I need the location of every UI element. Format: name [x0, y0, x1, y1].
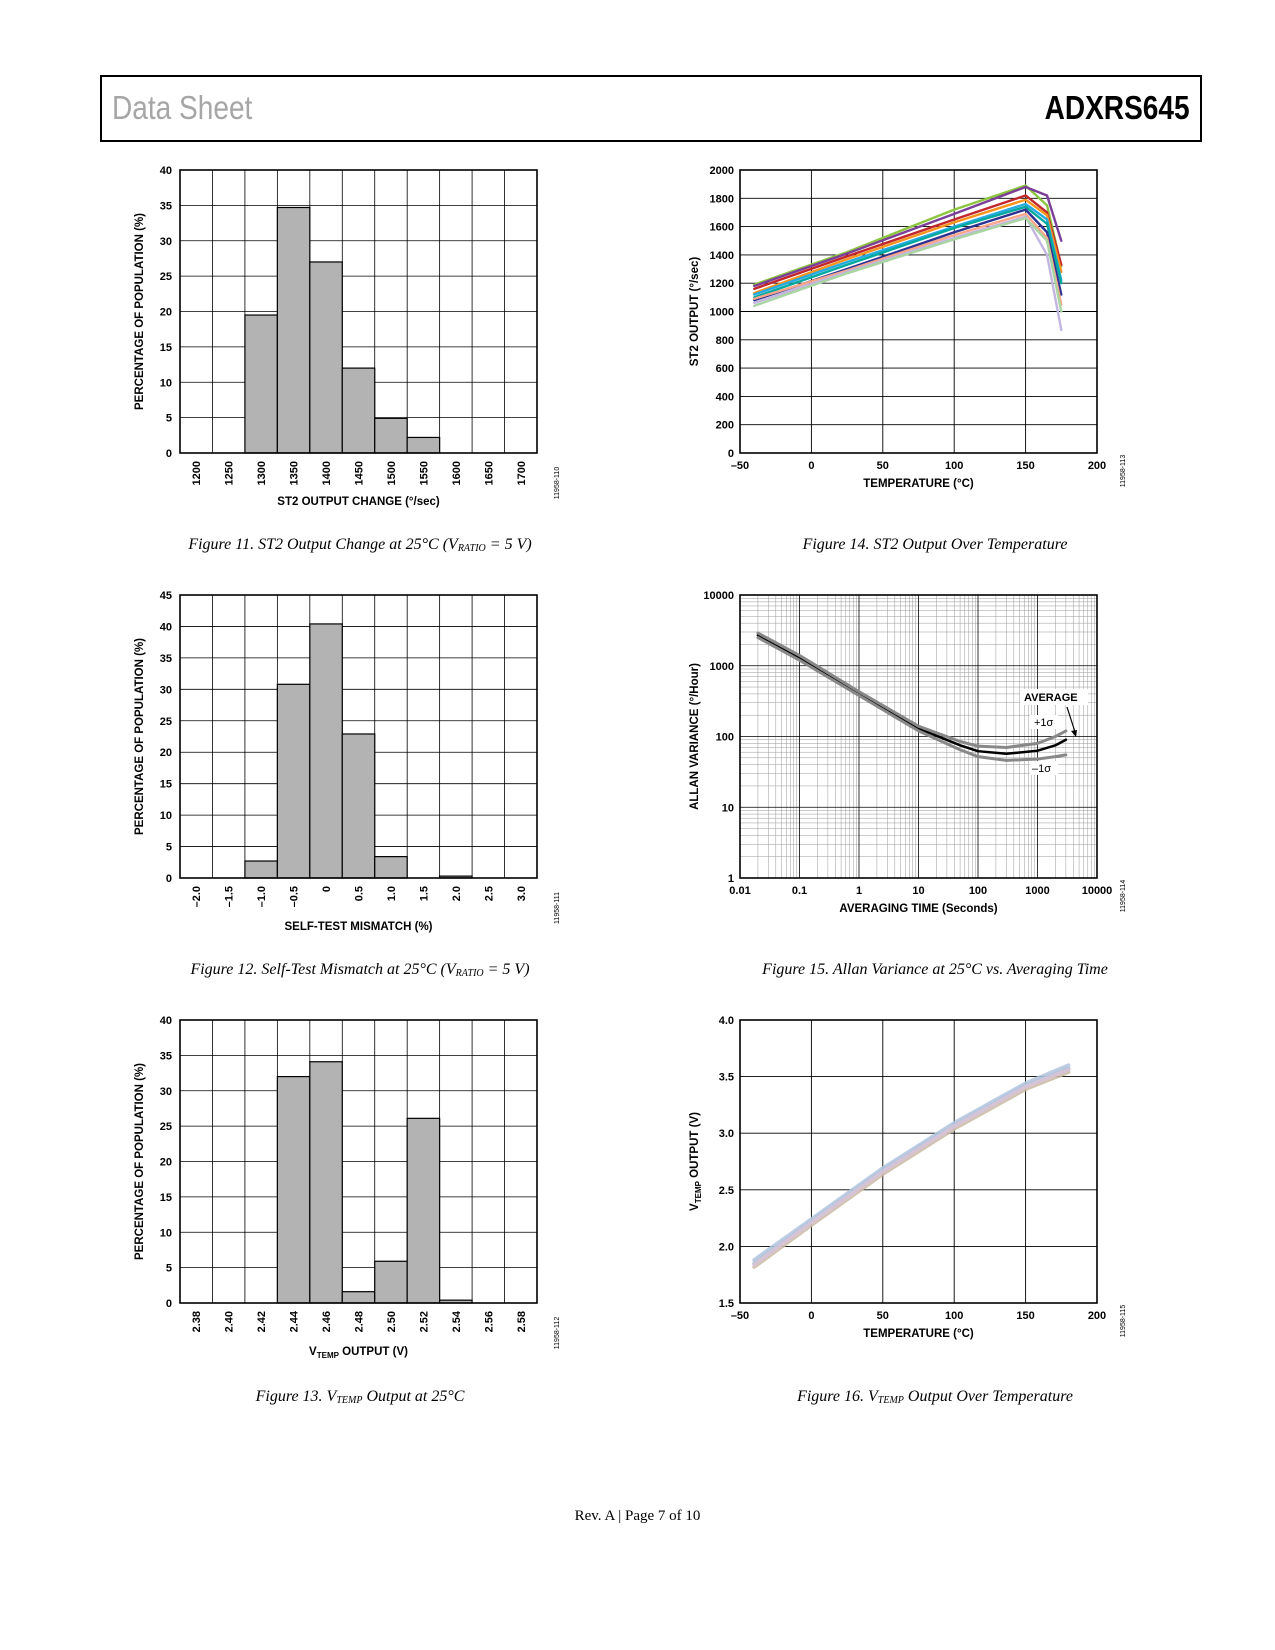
chart-allan-variance: [690, 590, 1180, 950]
figure-code: 11958-112: [554, 1316, 561, 1350]
y-tick-label: 10: [159, 377, 172, 390]
y-tick-label: 1000: [709, 660, 734, 673]
y-tick-label: 35: [159, 200, 172, 213]
x-tick-label: 2.0: [450, 886, 463, 902]
y-tick-label: 20: [159, 747, 172, 760]
x-tick-label: 1000: [1025, 885, 1050, 897]
caption-subscript: TEMP: [336, 1395, 363, 1406]
y-tick-label: 0: [727, 448, 734, 460]
y-tick-label: 1.5: [718, 1298, 734, 1310]
y-axis-label-text: OUTPUT (V): [689, 1112, 701, 1182]
histogram-bar: [310, 1062, 342, 1303]
x-axis-label: TEMPERATURE (°C): [863, 478, 974, 490]
y-tick-label: 45: [159, 590, 172, 602]
y-tick-label: 0: [165, 873, 172, 885]
x-tick-label: 50: [876, 460, 889, 472]
x-tick-label: 2.52: [418, 1311, 431, 1333]
y-tick-label: 2000: [709, 165, 734, 177]
y-axis-label-prefix: V: [689, 1203, 701, 1211]
chart-st2-output-change: [125, 165, 585, 525]
y-tick-label: 600: [715, 363, 734, 376]
y-axis-label-subscript: TEMP: [694, 1181, 703, 1204]
histogram-bar: [375, 1261, 407, 1303]
chart-self-test-mismatch: [125, 590, 585, 950]
x-tick-label: 1500: [385, 461, 398, 486]
chart-svg: [125, 165, 585, 525]
x-tick-label: 100: [945, 460, 964, 472]
histogram-bar: [375, 857, 407, 878]
y-tick-label: 0: [165, 1298, 172, 1310]
x-axis-label-prefix: V: [309, 1346, 317, 1358]
x-tick-label: 1300: [256, 461, 269, 486]
figure-12-caption: [125, 961, 595, 979]
x-tick-label: 1550: [418, 461, 431, 486]
y-axis-label: PERCENTAGE OF POPULATION (%): [134, 213, 146, 410]
y-axis-label: PERCENTAGE OF POPULATION (%): [134, 1063, 146, 1260]
y-tick-label: 25: [159, 715, 172, 728]
part-number: ADXRS645: [1045, 89, 1190, 126]
caption-text: Output Over Temperature: [903, 1388, 1073, 1405]
chart-svg: [690, 590, 1180, 950]
x-tick-label: 50: [876, 1310, 889, 1322]
x-tick-label: –50: [730, 1310, 750, 1322]
x-tick-label: 0.1: [791, 885, 808, 897]
x-tick-label: 150: [1016, 460, 1035, 472]
x-tick-label: 2.38: [191, 1311, 204, 1333]
caption-text: Figure 12. Self-Test Mismatch at 25°C (V: [190, 961, 456, 978]
x-axis-label-subscript: TEMP: [316, 1351, 339, 1360]
caption-subscript: RATIO: [457, 543, 486, 554]
y-axis-label: [689, 1112, 703, 1211]
figure-15-caption: [690, 961, 1180, 979]
x-tick-label: 1700: [515, 461, 528, 486]
y-tick-label: 30: [159, 684, 172, 697]
y-axis-label: PERCENTAGE OF POPULATION (%): [134, 638, 146, 835]
y-tick-label: 15: [159, 1191, 172, 1204]
x-tick-label: 2.40: [223, 1311, 236, 1333]
chart-svg: [690, 165, 1180, 525]
figure-code: 11958-115: [1120, 1304, 1127, 1338]
y-tick-label: 200: [715, 419, 734, 432]
caption-text: Figure 13. V: [255, 1388, 337, 1405]
x-tick-label: 10000: [1081, 885, 1113, 897]
series-line: [754, 1070, 1068, 1265]
figure-code: 11958-113: [1120, 454, 1127, 488]
histogram-bar: [277, 207, 309, 453]
x-tick-label: –1.0: [256, 886, 269, 908]
caption-text: = 5 V): [485, 536, 532, 553]
x-tick-label: 3.0: [515, 886, 528, 902]
y-tick-label: 15: [159, 341, 172, 354]
x-axis-label: ST2 OUTPUT CHANGE (°/sec): [277, 496, 440, 508]
series-line: [754, 1072, 1068, 1267]
x-axis-label: TEMPERATURE (°C): [863, 1328, 974, 1340]
x-axis-label: AVERAGING TIME (Seconds): [839, 903, 998, 915]
figure-14-caption: [690, 536, 1180, 554]
x-tick-label: 0.5: [353, 886, 366, 902]
x-axis-label: SELF-TEST MISMATCH (%): [284, 921, 433, 933]
y-tick-label: 10: [159, 1227, 172, 1240]
chart-svg: [690, 1015, 1180, 1375]
x-tick-label: 2.50: [385, 1311, 398, 1333]
y-tick-label: 30: [159, 1085, 172, 1098]
histogram-bar: [407, 1118, 439, 1303]
figure-code: 11958-114: [1120, 879, 1127, 913]
x-tick-label: 100: [968, 885, 988, 897]
plot-frame: [740, 1020, 1097, 1303]
figure-code: 11958-110: [554, 466, 561, 500]
y-tick-label: 2.0: [718, 1241, 734, 1254]
x-tick-label: 2.56: [483, 1311, 496, 1333]
histogram-bar: [375, 418, 407, 453]
y-tick-label: 25: [159, 1121, 172, 1134]
x-tick-label: 2.58: [515, 1311, 528, 1333]
histogram-bar: [245, 315, 277, 453]
x-tick-label: 1350: [288, 461, 301, 486]
figure-code: 11958-111: [554, 892, 561, 924]
x-tick-label: 150: [1016, 1310, 1035, 1322]
annotation-arrowhead: [1071, 730, 1077, 737]
x-axis-label-text: OUTPUT (V): [338, 1346, 408, 1358]
histogram-bar: [342, 368, 374, 453]
y-tick-label: 1800: [709, 193, 734, 206]
x-axis-label: [309, 1346, 408, 1360]
y-tick-label: 35: [159, 1050, 172, 1063]
y-tick-label: 20: [159, 306, 172, 319]
x-tick-label: 1.0: [385, 886, 398, 902]
y-tick-label: 1600: [709, 221, 734, 234]
x-tick-label: 1250: [223, 461, 236, 486]
y-axis-label: ST2 OUTPUT (°/sec): [689, 256, 701, 367]
histogram-bar: [310, 624, 342, 878]
y-tick-label: 5: [165, 412, 172, 425]
x-tick-label: –50: [730, 460, 750, 472]
figure-11-caption: [125, 536, 595, 554]
y-tick-label: 2.5: [718, 1184, 734, 1197]
y-tick-label: 10: [159, 810, 172, 823]
page-header: [100, 75, 1202, 142]
x-tick-label: 2.48: [353, 1311, 366, 1333]
chart-vtemp-over-temperature: [690, 1015, 1180, 1375]
y-tick-label: 1400: [709, 249, 734, 262]
x-tick-label: 1600: [450, 461, 463, 486]
histogram-bar: [310, 262, 342, 453]
y-tick-label: 800: [715, 334, 734, 347]
x-tick-label: 0: [808, 1310, 815, 1322]
y-tick-label: 20: [159, 1156, 172, 1169]
y-tick-label: 1200: [709, 278, 734, 291]
y-axis-label: ALLAN VARIANCE (°/Hour): [689, 663, 701, 810]
histogram-bar: [277, 684, 309, 878]
y-tick-label: 40: [159, 1015, 172, 1027]
x-tick-label: 2.44: [288, 1311, 301, 1333]
x-tick-label: 2.54: [450, 1311, 463, 1333]
x-tick-label: –0.5: [288, 886, 301, 908]
caption-subscript: RATIO: [455, 968, 484, 979]
chart-svg: [125, 1015, 585, 1375]
annotation-minus-sigma: –1σ: [1032, 763, 1052, 775]
y-tick-label: 25: [159, 271, 172, 284]
caption-text: Figure 11. ST2 Output Change at 25°C (V: [188, 536, 458, 553]
y-tick-label: 10000: [703, 590, 734, 602]
y-tick-label: 40: [159, 621, 172, 634]
document-type: Data Sheet: [112, 89, 253, 126]
chart-st2-output-temperature: [690, 165, 1180, 525]
x-tick-label: 0.01: [729, 885, 751, 897]
page-footer: Rev. A | Page 7 of 10: [574, 1508, 701, 1524]
histogram-bar: [245, 861, 277, 878]
y-tick-label: 5: [165, 1262, 172, 1275]
y-tick-label: 0: [165, 448, 172, 460]
x-tick-label: 2.42: [256, 1311, 269, 1333]
y-tick-label: 3.0: [718, 1128, 734, 1141]
figure-16-caption: [690, 1388, 1180, 1406]
x-tick-label: 0: [321, 886, 334, 893]
x-tick-label: 1: [855, 885, 863, 897]
histogram-bar: [277, 1077, 309, 1303]
x-tick-label: 10: [912, 885, 925, 897]
annotation-plus-sigma: +1σ: [1034, 717, 1054, 729]
y-tick-label: 3.5: [718, 1071, 734, 1084]
histogram-bar: [342, 1292, 374, 1303]
histogram-bar: [407, 437, 439, 453]
caption-text: Figure 15. Allan Variance at 25°C vs. Averaging Time: [762, 961, 1108, 978]
y-tick-label: 400: [715, 391, 734, 404]
x-tick-label: 100: [945, 1310, 964, 1322]
annotation-average: AVERAGE: [1024, 692, 1078, 704]
caption-subscript: TEMP: [877, 1395, 904, 1406]
x-tick-label: –2.0: [191, 886, 204, 908]
histogram-bar: [342, 734, 374, 878]
x-tick-label: 2.5: [483, 886, 496, 902]
y-tick-label: 1000: [709, 306, 734, 319]
x-tick-label: 1400: [321, 461, 334, 486]
y-tick-label: 5: [165, 841, 172, 854]
caption-text: Figure 16. V: [797, 1388, 878, 1405]
x-tick-label: –1.5: [223, 886, 236, 908]
figure-13-caption: [125, 1388, 595, 1406]
y-tick-label: 15: [159, 778, 172, 791]
y-tick-label: 35: [159, 652, 172, 665]
x-tick-label: 1.5: [418, 886, 431, 902]
x-tick-label: 2.46: [321, 1311, 334, 1333]
caption-text: Figure 14. ST2 Output Over Temperature: [802, 536, 1068, 553]
x-tick-label: 200: [1087, 460, 1107, 472]
caption-text: = 5 V): [483, 961, 530, 978]
x-tick-label: 1650: [483, 461, 496, 486]
x-tick-label: 1450: [353, 461, 366, 486]
y-tick-label: 30: [159, 235, 172, 248]
y-tick-label: 4.0: [718, 1015, 734, 1027]
x-tick-label: 1200: [191, 461, 204, 486]
x-tick-label: 0: [808, 460, 815, 472]
chart-vtemp-output: [125, 1015, 585, 1375]
caption-text: Output at 25°C: [362, 1388, 465, 1405]
x-tick-label: 200: [1087, 1310, 1107, 1322]
y-tick-label: 40: [159, 165, 172, 177]
y-tick-label: 10: [721, 802, 734, 815]
y-tick-label: 100: [715, 731, 734, 744]
y-tick-label: 1: [727, 873, 734, 885]
chart-svg: [125, 590, 585, 950]
